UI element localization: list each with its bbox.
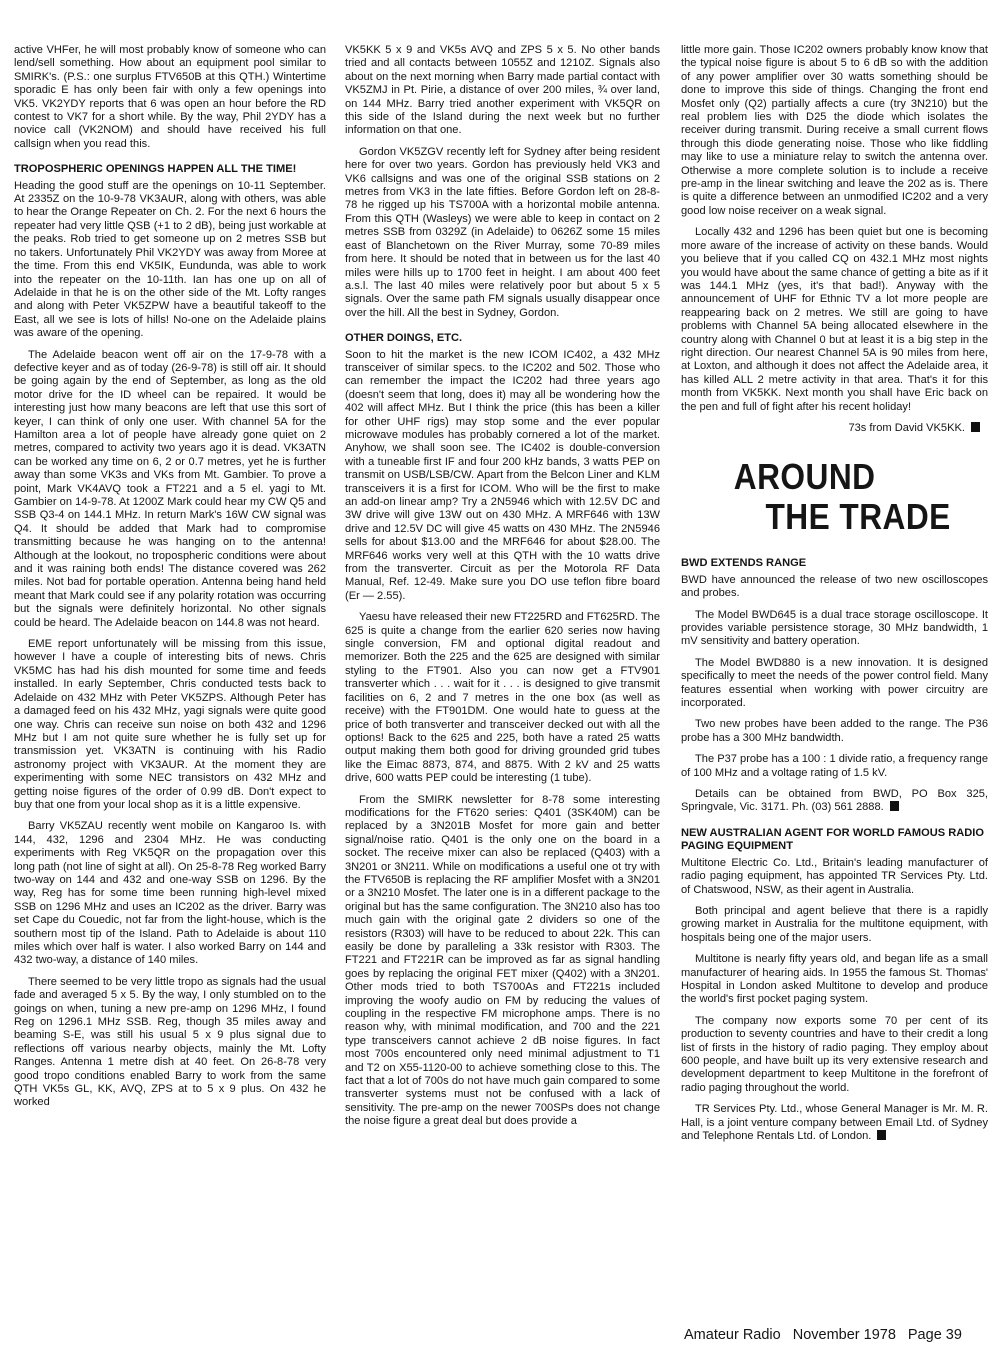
- paragraph-text: Details can be obtained from BWD, PO Box 325, Springvale, Vic. 3171. Ph. (03) 561 2888.: [681, 788, 988, 814]
- footer-page-number: Page 39: [907, 1327, 962, 1343]
- paragraph: The company now exports some 70 per cent of its production to seventy countries and have to their credit a long list of firsts in the history of radio paging. They employ about 600 people, and have built up its very extensive research and development department to keep Multitone in the forefront of radio paging throughout the world.: [681, 1014, 988, 1094]
- paragraph: Multitone Electric Co. Ltd., Britain's leading manufacturer of radio paging equipment, has appointed TR Services Pty. Ltd. of Chatswood, NSW, as their agent in Australia.: [681, 856, 988, 896]
- paragraph: [681, 1103, 988, 1143]
- paragraph: The Model BWD645 is a dual trace storage oscilloscope. It provides variable persistence storage, 30 MHz bandwidth, 1 mV sensitivity and battery operation.: [681, 608, 988, 648]
- section-heading-new-agent: NEW AUSTRALIAN AGENT FOR WORLD FAMOUS RADIO PAGING EQUIPMENT: [681, 826, 985, 853]
- paragraph: Soon to hit the market is the new ICOM IC402, a 432 MHz transceiver of similar specs. to the IC202 and 502. Those who can remember the impact the IC202 had three years ago (doesn't seem that long, does it) may all be wondering how the 402 will affect MHz. But I think the price (this has been a killer for other UHF rigs) may stop some and the ever popular microwave modules has probably cornered a lot of the market. Anyhow, we shall soon see. The IC402 is double-conversion with a tuneable first IF and four 200 kHz bands, 3 watts PEP on transmit on USB/LSB/CW. Apart from the Belcon Liner and KLM transceivers it is a first for ICOM. Who will be the first to make an add-on linear amp? Try a 2N5946 which with 12.5V DC and 3W drive will give 13W out on 430 MHz. A MRF646 with 13W drive and 12.5V DC will give 45 watts on 430 MHz. The 2N5946 sells for about $13.00 and the MRF646 for about $28.00. The MRF646 works very well at this QTH with the 10 watts drive from the transverter. Circuit as per the Motorola RF Data Manual, Ref. 12-49. Make sure you DO use teflon fibre board (Er — 2.55).: [345, 348, 660, 602]
- paragraph: Barry VK5ZAU recently went mobile on Kangaroo Is. with 144, 432, 1296 and 2304 MHz. He was conducting experiments with Reg VK5QR on the propagation over this long path (not line of sight at all). On 25-8-78 Reg worked Barry two-way on 144 and 432 and one-way SSB on 1296. By the way, Reg has for some time been running high-level mixed SSB on 1296 MHz and uses an IC202 as the driver. Barry was set Cape du Couedic, not far from the light-house, which is the southern most tip of the Island. Path to Adelaide is about 110 miles which over half is water. I also worked Barry on 144 and 432 two-way, a distance of 140 miles.: [14, 820, 326, 967]
- paragraph: Both principal and agent believe that there is a rapidly growing market in Australia for the multitone equipment, with hospitals being one of the major users.: [681, 904, 988, 944]
- section-heading-tropospheric: TROPOSPHERIC OPENINGS HAPPEN ALL THE TIME!: [14, 163, 297, 176]
- paragraph: Locally 432 and 1296 has been quiet but one is becoming more aware of the increase of activity on these bands. Would you believe that if you called CQ on 432.1 MHz most nights you would have about the same chance of getting a bite as if it was 144.1 MHz (yes, it's that bad!). Anyway with the announcement of UHF for Ethnic TV a lot more people are reappearing back on 2 metres. We still are going to have problems with Channel 5A being allocated elsewhere in the country along with Channel 0 but at least it is a big step in the right direction. Our nearest Channel 5A is 90 miles from here, at Loxton, and although it does not affect the Adelaide area, it has killed ALL 2 metre activity in that area. That's it for this month from VK5KK. Next month you shall have Eric back on the pen and full of fight after his recent holiday!: [681, 226, 988, 413]
- paragraph: The P37 probe has a 100 : 1 divide ratio, a frequency range of 100 MHz and a voltage rating of 1.5 kV.: [681, 753, 988, 779]
- section-heading-bwd: BWD EXTENDS RANGE: [681, 557, 807, 570]
- end-mark-icon: [971, 422, 980, 432]
- paragraph: BWD have announced the release of two new oscilloscopes and probes.: [681, 573, 988, 600]
- section-title-line-1: AROUND: [733, 456, 876, 498]
- paragraph: From the SMIRK newsletter for 8-78 some interesting modifications for the FT620 series: Q401 (3SK40M) can be replaced by a 3N201B Mosfet for more gain and better signal/noise ratio. Q401 is the only one on the board in a socket. The receive mixer can also be replaced (Q403) with a 3N201 or 3N211. While on modifications a useful one ot try with the FTV650B is replacing the RF amplifier Mosfet with a 3N201 or a 3N210 Mosfet. The later one is in a different package to the original but has the same configuration. The 3N210 also has too much gain with the original gate 2 dividers so one of the resistors (R303) will have to be reduced to about 22k. This can easily be done by paralleling a 33k resistor with R303. The FT221 and FT221R can be improved as far as signal handling goes by replacing the original FET mixer (Q402) with a 3N201. Other mods tried to both TS700As and FT221s included improving the woofy audio on FM by reducing the values of coupling in the respective FM microphone amps. There is no reason why, with minimal modification, and 700 and the 221 type transceivers cannot achieve 2 dB noise figures. In fact most 700s encountered only need minimal adjustment to T1 and T2 on X55-1120-00 to achieve something close to this. The fact that a lot of 700s do not have much gain compared to some transverter systems must not be confused with a lack of sensitivity. The pre-amp on the newer 700SPs does not change the noise figure a great deal but does provide a: [345, 793, 660, 1128]
- page-footer: [684, 1326, 989, 1344]
- paragraph: There seemed to be very little tropo as signals had the usual fade and averaged 5 x 5. By the way, I only stumbled on to the goings on when, tuning a new pre-amp on 1296 MHz, I found Reg on 1296.1 MHz SSB. Reg, though 35 miles away and beaming S-E, was still his usual 5 x 9 plus signal due to reflections off various nearby objects, mainly the Mt. Lofty Ranges. Antenna 1 metre dish at 40 feet. On 26-8-78 very good tropo conditions enabled Barry to work from the same QTH VK5s GL, KK, AVQ, ZPS at to 5 x 9 plus. On 432 he worked: [14, 975, 326, 1109]
- section-heading-other-doings: OTHER DOINGS, ETC.: [345, 332, 463, 345]
- paragraph-text: TR Services Pty. Ltd., whose General Manager is Mr. M. R. Hall, is a joint venture company between Email Ltd. of Sydney and Telephone Rentals Ltd. of London.: [681, 1103, 988, 1142]
- paragraph: Heading the good stuff are the openings on 10-11 September. At 2335Z on the 10-9-78 VK3AUR, along with others, was able to hear the Orange Repeater on Ch. 2. For the next 6 hours the repeater had very little QSB (+1 to 2 dB), being just workable at the peaks. Rob tried to get someone up on 2 metres SSB but no takers. Unfortunately Phil VK2YDY was away from Moree at the time. From this end VK5IK, Eundunda, was able to work into the repeater on the 10-11th. Ian has one up on all of Adelaide in that he is on the other side of the Mt. Lofty ranges and along with Peter VK5ZPW have a beautiful takeoff to the East, all we see is lots of hills! No-one on the Adelaide plains was aware of the opening.: [14, 179, 326, 340]
- footer-issue: November 1978: [792, 1327, 896, 1343]
- paragraph: Gordon VK5ZGV recently left for Sydney after being resident here for over two years. Gordon has previously held VK3 and VK6 callsigns and was one of the original SSB stations on 2 metres from VK3 in the late fifties. Before Gordon left on 28-8-78 he rigged up his TS700A with a horizontal mobile antenna. From this QTH (Wasleys) we were able to keep in contact on 2 metres SSB from 0329Z (in Adelaide) to 0626Z some 15 miles east of Blanchetown on the River Murray, some 70-89 miles from here. It should be noted that in between us for the last 40 miles were hills up to 1700 feet in height. I am about 400 feet a.s.l. The last 40 miles were relatively poor but about 5 x 5 signals. Over the same path FM signals usually disappear once over the hill. All the best in Sydney, Gordon.: [345, 145, 660, 319]
- paragraph: Yaesu have released their new FT225RD and FT625RD. The 625 is quite a change from the earlier 620 series now having single conversion, FM and optional digital readout and memorizer. Both the 225 and the 625 are designed with similar styling to the FT901. Also you can now get a FTV901 transverter which . . . wait for it . . . is designed to give transmit facilities on 6, 2 and 7 metres in the one box (as well as receive) with the FT901DM. One would hate to guess at the price of both transverter and transceiver decked out with all the options! Back to the 625 and 225, both have a rated 25 watts output making them both good for driving grounded grid tubes like the Eimac 8873, 874, and 8875. With 2 kV and 25 watts drive, 600 watts PEP could be interesting (1 tube).: [345, 611, 660, 785]
- paragraph: The Model BWD880 is a new innovation. It is designed specifically to meet the needs of the power control field. Many features essential when working with power circuitry are incorporated.: [681, 656, 988, 710]
- column-2: [345, 44, 660, 1306]
- signoff: [681, 422, 988, 435]
- paragraph: EME report unfortunately will be missing from this issue, however I have a couple of interesting bits of news. Chris VK5MC has had his dish mounted for some time and feeds installed. In early September, Chris conducted tests back to Adelaide on 432 MHz with Peter VK5ZPS. Although Peter has a damaged feed on his 432 MHz, yagi signals were quite good one way. Chris can receive sun noise on both 432 and 1296 MHz but I am not quite sure whether he is fully set up for transmission yet. VK3ATN is continuing with his Radio astronomy project with VK3AUR. At the moment they are experimenting with some NEC transistors on 432 MHz and getting noise figures of the order of 0.99 dB. Don't expect to buy that one from your local shop as it is a little expensive.: [14, 638, 326, 811]
- end-mark-icon: [877, 1130, 886, 1140]
- footer-magazine: Amateur Radio: [684, 1327, 781, 1343]
- paragraph: VK5KK 5 x 9 and VK5s AVQ and ZPS 5 x 5. No other bands tried and all contacts between 1055Z and 1210Z. Signals also about on the next morning when Barry made partial contact with VK5ZMJ in Pt. Pirie, a distance of over 200 miles, ¾ over land, on 144 MHz. Barry tried another experiment with VK5QR on this side of the Island during the next week but no further information on that one.: [345, 44, 660, 137]
- section-title-line-2: THE TRADE: [765, 496, 951, 538]
- paragraph: [681, 788, 988, 815]
- paragraph: active VHFer, he will most probably know of someone who can lend/sell something. How about an equipment pool similar to SMIRK's. (P.S.: one surplus FTV650B at this QTH.) Wintertime sporadic E has only been fair with only a few openings into VK5. VK2YDY reports that 6 was open an hour before the RD contest to VK7 for a short while. By the way, Phil 2YDY has a novice call (VK2NOM) and should have received his full callsign when you read this.: [14, 44, 326, 150]
- paragraph: The Adelaide beacon went off air on the 17-9-78 with a defective keyer and as of today (26-9-78) is still off air. It should be going again by the end of September, as long as the old motor drive for the ID wheel can be repaired. It would be interesting just how many beacons are left that use this sort of keyer, I can think of only one user. With channel 5A for the Hamilton area a lot of people have already gone quiet on 2 metres, compared to activity two years ago it is dead. VK3ATN can be worked any time on 6, 2 or 0.7 metres, yet he is further away than some VK3s and VKs from Mt. Gambier. To prove a point, Mark VK4AVQ took a FT221 and a 5 el. yagi to Mt. Gambier on 14-9-78. At 1200Z Mark could hear my CW Q5 and SSB Q3-4 on 144.1 MHz. In return Mark's 16W CW signal was Q4. It should be added that Mark had to compromise transmitting because he was hanging on to the antenna! Although at the lookout, no tropospheric conditions were about and it was raining both ends! The distance covered was 262 miles. Not bad for portable operation. Antenna being hand held meant that Mark could see if any polarity rotation was occurring but the signals were definitely horizontal. No other signals could be heard. The Adelaide beacon on 144.8 was not heard.: [14, 348, 326, 629]
- end-mark-icon: [890, 801, 899, 811]
- signoff-text: 73s from David VK5KK.: [848, 421, 965, 434]
- paragraph: Two new probes have been added to the range. The P36 probe has a 300 MHz bandwidth.: [681, 718, 988, 744]
- section-title-around-the-trade: [681, 457, 951, 537]
- column-3: [681, 44, 988, 1306]
- paragraph: little more gain. Those IC202 owners probably know know that the typical noise figure is about 5 to 6 dB so with the addition of any power amplifier over 30 watts something should be done to improve this side of things. Changing the front end Mosfet only (Q2) partially affects a cure (try 3N210) but the real problem lies with D25 the diode which isolates the receiver during transmit. During receive a small current flows through this diode generating noise. Those who like fiddling may like to use a miniature relay to switch the antenna over. Otherwise a more complete solution is to include a receive pre-amp in the linear switching and leave the 202 as is. There is quite a difference between an unmodified IC202 and a very good low noise receiver on a weak signal.: [681, 44, 988, 217]
- paragraph: Multitone is nearly fifty years old, and began life as a small manufacturer of hearing aids. In 1955 the famous St. Thomas' Hospital in London asked Multitone to develop and produce the world's first pocket paging system.: [681, 953, 988, 1006]
- column-1: [14, 44, 326, 1306]
